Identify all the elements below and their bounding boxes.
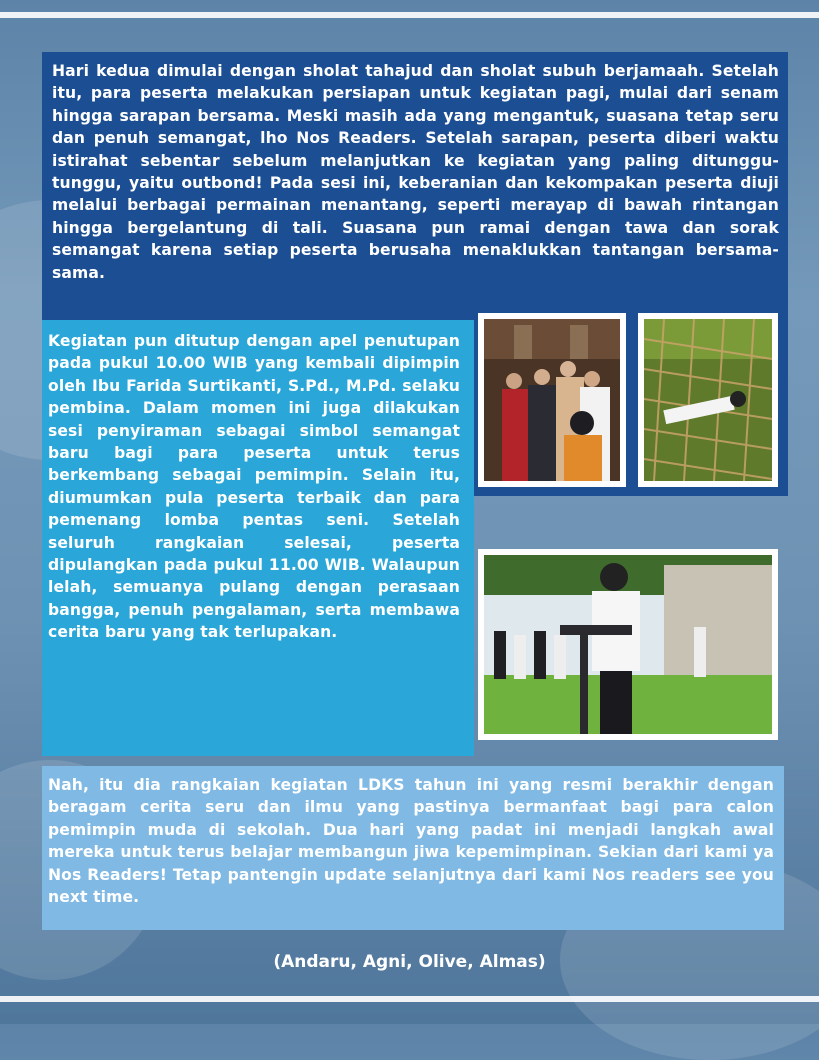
author-credits: (Andaru, Agni, Olive, Almas) <box>273 952 546 972</box>
outro-paragraph: Nah, itu dia rangkaian kegiatan LDKS tahun ini yang resmi berakhir dengan beragam cerita seru dan ilmu yang pastinya bermanfaat bagi para calon pemimpin muda di sekolah. Dua hari yang padat ini menjadi langkah awal mereka untuk terus belajar membangun jiwa kepemimpinan. Sekian dari kami ya Nos Readers! Tetap pantengin update selanjutnya dari kami Nos readers see you next time. <box>48 776 774 907</box>
closing-text-box <box>42 320 474 756</box>
closing-paragraph: Kegiatan pun ditutup dengan apel penutupan pada pukul 10.00 WIB yang kembali dipimpin oleh Ibu Farida Surtikanti, S.Pd., M.Pd. selaku pembina. Dalam momen ini juga dilakukan sesi penyiraman sebagai simbol semangat baru bagi para peserta untuk terus berkembang sebagai pemimpin. Selain itu, diumumkan pula peserta terbaik dan para pemenang lomba pentas seni. Setelah seluruh rangkaian selesai, peserta dipulangkan pada pukul 11.00 WIB. Walaupun lelah, semuanya pulang dengan perasaan bangga, penuh pengalaman, serta membawa cerita baru yang tak terlupakan. <box>48 332 460 642</box>
outro-text-box <box>42 766 784 930</box>
intro-text-box <box>42 52 788 320</box>
top-bar <box>0 12 819 18</box>
photo-prayer <box>478 313 626 487</box>
photo-ceremony <box>478 549 778 740</box>
bottom-bar <box>0 996 819 1002</box>
intro-paragraph: Hari kedua dimulai dengan sholat tahajud dan sholat subuh berjamaah. Setelah itu, para peserta melakukan persiapan untuk kegiatan pagi, mulai dari senam hingga sarapan bersama. Meski masih ada yang mengantuk, suasana tetap seru dan penuh semangat, lho Nos Readers. Setelah sarapan, peserta diberi waktu istirahat sebentar sebelum melanjutkan ke kegiatan yang paling ditunggu-tunggu, yaitu outbond! Pada sesi ini, keberanian dan kekompakan peserta diuji melalui berbagai permainan menantang, seperti merayap di bawah rintangan hingga bergelantung di tali. Suasana pun ramai dengan tawa dan sorak semangat karena setiap peserta berusaha menaklukkan tantangan bersama-sama. <box>52 62 779 282</box>
photo-outbond <box>638 313 778 487</box>
